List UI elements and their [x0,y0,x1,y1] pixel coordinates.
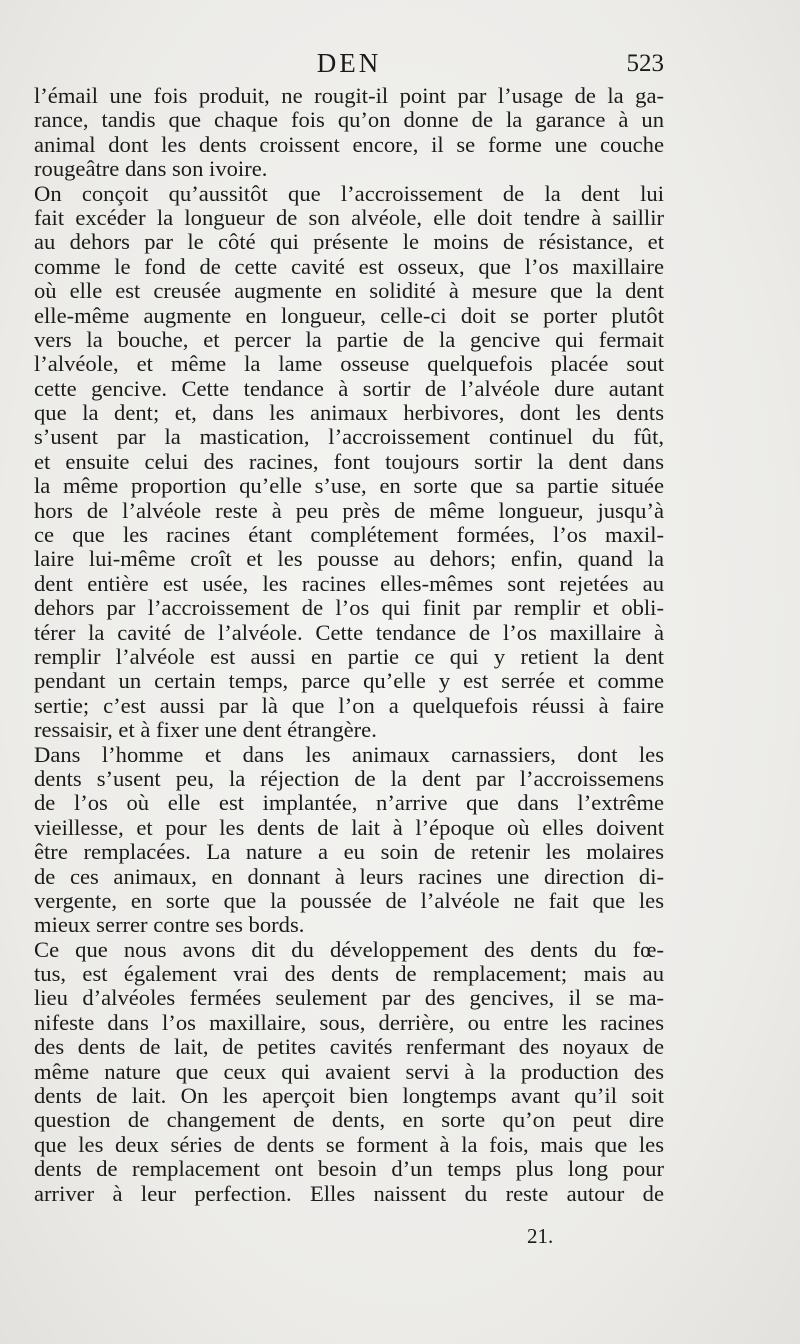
text-line: Ce que nous avons dit du développement des dents du fœ- [34,936,664,962]
text-line: s’usent par la mastication, l’accroissement continuel du fût, [34,424,664,450]
text-line: lieu d’alvéoles fermées seulement par des gencives, il se ma- [34,985,664,1011]
text-line: hors de l’alvéole reste à peu près de même longueur, jusqu’à [34,497,664,523]
text-line: l’émail une fois produit, ne rougit-il point par l’usage de la ga- [34,83,664,108]
text-line: On conçoit qu’aussitôt que l’accroissement de la dent lui [34,180,664,206]
text-line: animal dont les dents croissent encore, il se forme une couche [34,131,664,157]
page-footer [34,1224,664,1254]
text-line: laire lui-même croît et les pousse au dehors; enfin, quand la [34,546,664,572]
text-line: arriver à leur perfection. Elles naissent du reste autour de [34,1180,664,1206]
text-line: de l’os où elle est implantée, n’arrive que dans l’extrême [34,790,664,816]
text-line: rougeâtre dans son ivoire. [34,156,268,182]
text-line: vieillesse, et pour les dents de lait à l’époque où elles doivent [34,814,664,840]
text-line: comme le fond de cette cavité est osseux, que l’os maxillaire [34,253,664,279]
text-line: dent entière est usée, les racines elles-mêmes sont rejetées au [34,570,664,596]
text-line: mieux serrer contre ses bords. [34,912,305,938]
text-line: des dents de lait, de petites cavités renfermant des noyaux de [34,1034,664,1060]
paragraph [34,84,664,182]
text-line: pendant un certain temps, parce qu’elle y est serrée et comme [34,668,664,694]
text-line: sertie; c’est aussi par là que l’on a quelquefois réussi à faire [34,692,664,718]
text-line: l’alvéole, et même la lame osseuse quelquefois placée sout [34,351,664,377]
text-line: remplir l’alvéole est aussi en partie ce qui y retient la dent [34,643,664,669]
paragraph [34,182,664,743]
text-line: que les deux séries de dents se forment à la fois, mais que les [34,1131,664,1157]
text-line: ce que les racines étant complétement formées, l’os maxil- [34,522,664,548]
page-header [34,48,664,84]
body-text [34,84,664,1206]
text-line: ressaisir, et à fixer une dent étrangère. [34,717,377,743]
text-line: et ensuite celui des racines, font toujours sortir la dent dans [34,448,664,474]
text-line: dents s’usent peu, la réjection de la dent par l’accroissemens [34,765,664,791]
text-line: même nature que ceux qui avaient servi à la production des [34,1058,664,1084]
paragraph [34,938,664,1206]
text-line: fait excéder la longueur de son alvéole, elle doit tendre à saillir [34,204,664,230]
text-line: où elle est creusée augmente en solidité à mesure que la dent [34,278,664,304]
text-line: vers la bouche, et percer la partie de la gencive qui fermait [34,326,664,352]
text-line: vergente, en sorte que la poussée de l’alvéole ne fait que les [34,887,664,913]
text-line: térer la cavité de l’alvéole. Cette tendance de l’os maxillaire à [34,619,664,645]
paragraph [34,743,664,938]
text-line: cette gencive. Cette tendance à sortir de l’alvéole dure autant [34,375,664,401]
running-head: DEN [316,48,382,78]
text-line: être remplacées. La nature a eu soin de retenir les molaires [34,839,664,865]
text-line: tus, est également vrai des dents de remplacement; mais au [34,961,664,987]
text-line: elle-même augmente en longueur, celle-ci doit se porter plutôt [34,302,664,328]
text-line: que la dent; et, dans les animaux herbivores, dont les dents [34,400,664,426]
text-line: question de changement de dents, en sorte qu’on peut dire [34,1107,664,1133]
text-line: dents de remplacement ont besoin d’un temps plus long pour [34,1156,664,1182]
text-line: dehors par l’accroissement de l’os qui finit par remplir et obli- [34,595,664,621]
text-line: dents de lait. On les aperçoit bien longtemps avant qu’il soit [34,1083,664,1109]
text-line: au dehors par le côté qui présente le moins de résistance, et [34,229,664,255]
text-line: la même proportion qu’elle s’use, en sorte que sa partie située [34,473,664,499]
text-line: nifeste dans l’os maxillaire, sous, derrière, ou entre les racines [34,1009,664,1035]
text-line: de ces animaux, en donnant à leurs racines une direction di- [34,863,664,889]
page-number: 523 [626,50,664,77]
text-line: Dans l’homme et dans les animaux carnassiers, dont les [34,741,664,767]
signature-mark: 21. [527,1224,554,1248]
text-line: rance, tandis que chaque fois qu’on donne de la garance à un [34,107,664,133]
